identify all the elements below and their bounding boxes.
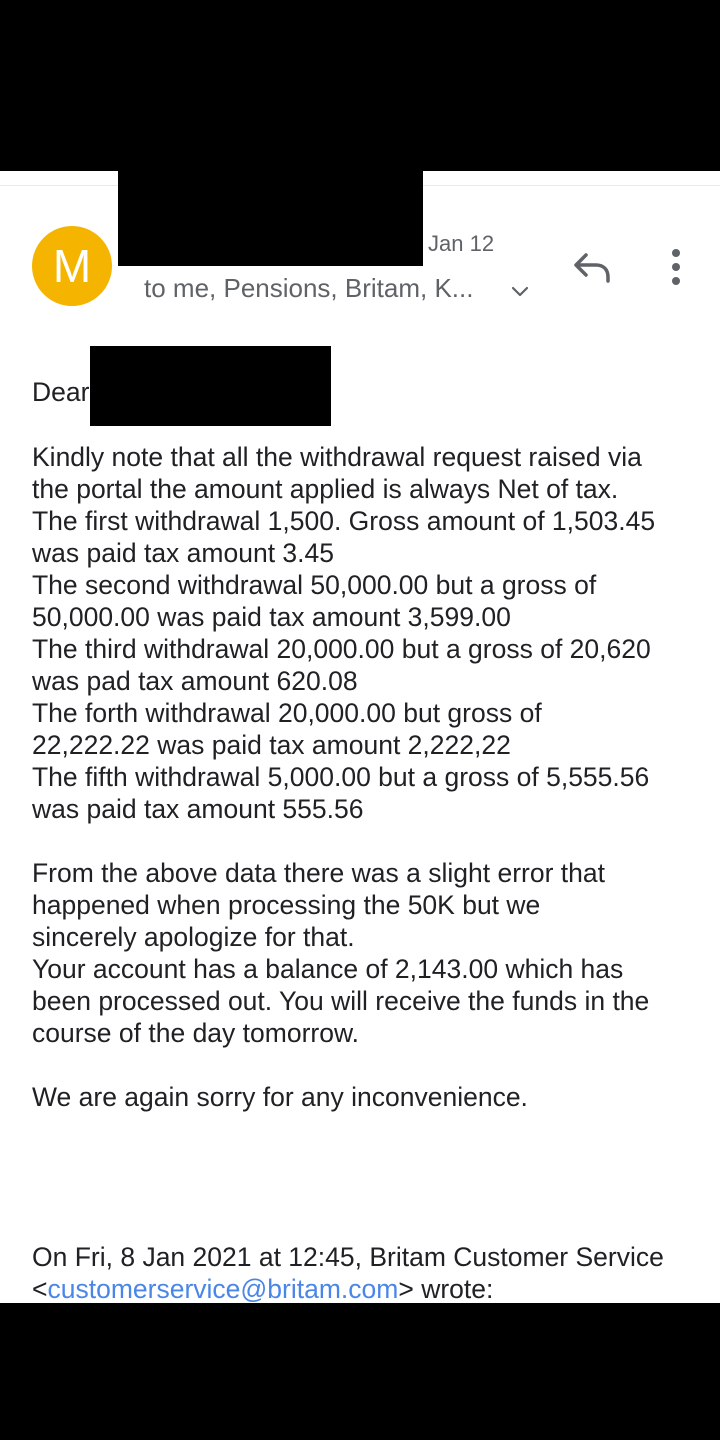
message-date: Jan 12 xyxy=(428,231,495,256)
body-line: 50,000.00 was paid tax amount 3,599.00 xyxy=(32,602,511,632)
body-line: From the above data there was a slight error that xyxy=(32,858,605,888)
body-paragraph-withdrawals xyxy=(32,441,702,825)
body-line: The second withdrawal 50,000.00 but a gross of xyxy=(32,570,597,600)
recipient-name-redaction xyxy=(90,346,331,426)
body-paragraph-closing xyxy=(32,1081,702,1113)
email-message xyxy=(0,171,720,1303)
body-line: 22,222.22 was paid tax amount 2,222,22 xyxy=(32,730,511,760)
email-link[interactable]: customerservice@britam.com xyxy=(47,1274,399,1303)
body-line: The fifth withdrawal 5,000.00 but a gross of 5,555.56 xyxy=(32,762,650,792)
quote-email-line xyxy=(32,1273,702,1303)
body-line: course of the day tomorrow. xyxy=(32,1018,359,1048)
body-line: The third withdrawal 20,000.00 but a gross of 20,620 xyxy=(32,634,651,664)
avatar[interactable]: M xyxy=(32,226,112,306)
quoted-header xyxy=(32,1241,702,1303)
reply-icon[interactable] xyxy=(570,247,614,287)
quote-open: < xyxy=(32,1274,48,1303)
recipients-summary[interactable]: to me, Pensions, Britam, K... xyxy=(144,273,474,303)
body-line: been processed out. You will receive the funds in the xyxy=(32,986,650,1016)
quote-attribution: On Fri, 8 Jan 2021 at 12:45, Britam Customer Service xyxy=(32,1242,664,1272)
body-line: We are again sorry for any inconvenience. xyxy=(32,1082,528,1112)
chevron-down-icon[interactable] xyxy=(508,279,532,303)
body-line: Kindly note that all the withdrawal request raised via xyxy=(32,442,642,472)
body-line: The first withdrawal 1,500. Gross amount of 1,503.45 xyxy=(32,506,656,536)
more-vert-icon[interactable] xyxy=(664,247,688,287)
quote-close: > wrote: xyxy=(398,1274,494,1303)
sender-redaction xyxy=(118,171,423,266)
body-line: was pad tax amount 620.08 xyxy=(32,666,358,696)
body-line: was paid tax amount 3.45 xyxy=(32,538,334,568)
body-line: was paid tax amount 555.56 xyxy=(32,794,364,824)
greeting: Dear xyxy=(32,377,90,407)
body-line: the portal the amount applied is always Net of tax. xyxy=(32,474,619,504)
body-line: happened when processing the 50K but we xyxy=(32,890,541,920)
body-line: Your account has a balance of 2,143.00 which has xyxy=(32,954,624,984)
body-line: The forth withdrawal 20,000.00 but gross of xyxy=(32,698,542,728)
body-paragraph-apology xyxy=(32,857,702,1049)
body-line: sincerely apologize for that. xyxy=(32,922,355,952)
